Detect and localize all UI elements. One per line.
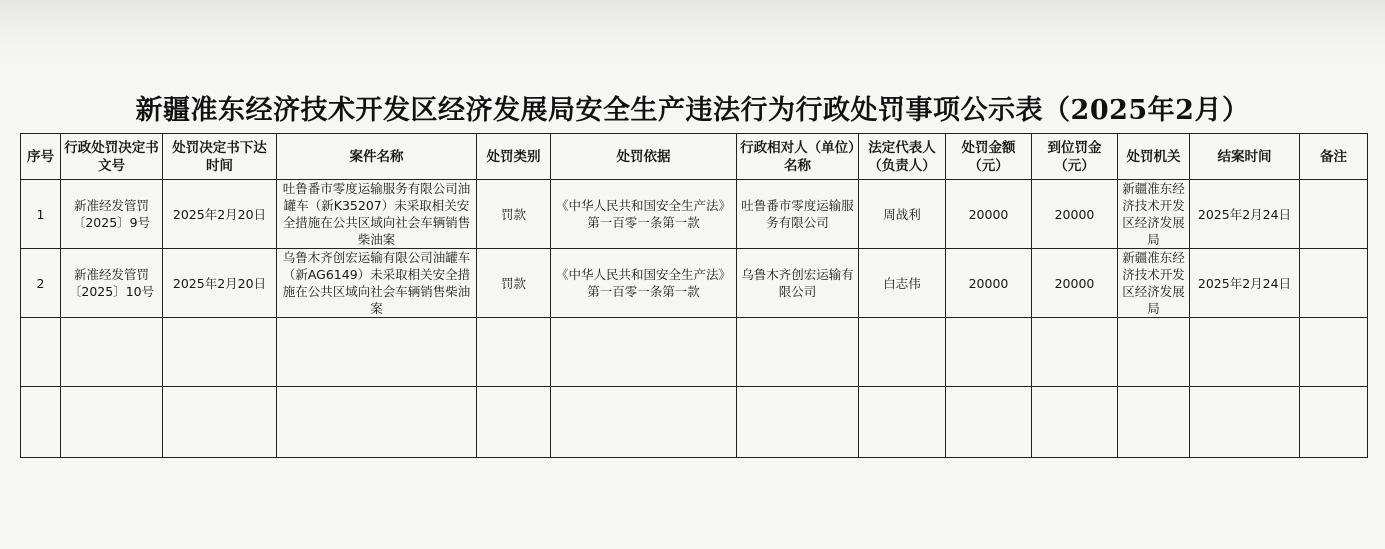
cell-paid: 20000: [1032, 180, 1118, 249]
header-authority: 处罚机关: [1118, 134, 1190, 180]
empty-cell: [163, 387, 277, 458]
cell-remarks: [1300, 180, 1368, 249]
empty-cell: [551, 318, 737, 387]
empty-cell: [21, 318, 61, 387]
empty-cell: [163, 318, 277, 387]
empty-cell: [946, 387, 1032, 458]
cell-paid: 20000: [1032, 249, 1118, 318]
empty-cell: [1190, 318, 1300, 387]
header-legal-rep: 法定代表人（负责人）: [859, 134, 946, 180]
cell-party: 吐鲁番市零度运输服务有限公司: [737, 180, 859, 249]
scan-shadow: [0, 0, 1385, 70]
empty-cell: [477, 318, 551, 387]
cell-penalty-type: 罚款: [477, 180, 551, 249]
empty-cell: [551, 387, 737, 458]
cell-basis: 《中华人民共和国安全生产法》第一百零一条第一款: [551, 180, 737, 249]
empty-table-row: [21, 318, 1368, 387]
header-party: 行政相对人（单位）名称: [737, 134, 859, 180]
cell-index: 2: [21, 249, 61, 318]
table-row: [21, 249, 1368, 318]
header-basis: 处罚依据: [551, 134, 737, 180]
header-close-date: 结案时间: [1190, 134, 1300, 180]
empty-cell: [477, 387, 551, 458]
header-paid: 到位罚金（元）: [1032, 134, 1118, 180]
header-issue-date: 处罚决定书下达时间: [163, 134, 277, 180]
cell-party: 乌鲁木齐创宏运输有限公司: [737, 249, 859, 318]
header-case-name: 案件名称: [277, 134, 477, 180]
cell-amount: 20000: [946, 180, 1032, 249]
cell-penalty-type: 罚款: [477, 249, 551, 318]
empty-cell: [1032, 318, 1118, 387]
header-amount: 处罚金额（元）: [946, 134, 1032, 180]
empty-cell: [1118, 318, 1190, 387]
empty-cell: [1190, 387, 1300, 458]
penalty-table: [20, 133, 1368, 458]
empty-cell: [737, 387, 859, 458]
empty-cell: [1032, 387, 1118, 458]
empty-cell: [277, 387, 477, 458]
cell-issue-date: 2025年2月20日: [163, 249, 277, 318]
cell-basis: 《中华人民共和国安全生产法》第一百零一条第一款: [551, 249, 737, 318]
cell-authority: 新疆准东经济技术开发区经济发展局: [1118, 249, 1190, 318]
cell-legal-rep: 周战利: [859, 180, 946, 249]
empty-cell: [1300, 387, 1368, 458]
cell-remarks: [1300, 249, 1368, 318]
empty-cell: [277, 318, 477, 387]
header-index: 序号: [21, 134, 61, 180]
header-doc-no: 行政处罚决定书文号: [61, 134, 163, 180]
empty-cell: [61, 387, 163, 458]
header-penalty-type: 处罚类别: [477, 134, 551, 180]
cell-close-date: 2025年2月24日: [1190, 249, 1300, 318]
cell-case-name: 吐鲁番市零度运输服务有限公司油罐车（新K35207）未采取相关安全措施在公共区域向社会车辆销售柴油案: [277, 180, 477, 249]
cell-amount: 20000: [946, 249, 1032, 318]
empty-table-row: [21, 387, 1368, 458]
empty-cell: [21, 387, 61, 458]
table-row: [21, 180, 1368, 249]
cell-index: 1: [21, 180, 61, 249]
cell-doc-no: 新准经发管罚〔2025〕9号: [61, 180, 163, 249]
document-title: 新疆准东经济技术开发区经济发展局安全生产违法行为行政处罚事项公示表（2025年2月）: [135, 95, 1250, 126]
cell-close-date: 2025年2月24日: [1190, 180, 1300, 249]
cell-doc-no: 新准经发管罚〔2025〕10号: [61, 249, 163, 318]
empty-cell: [1118, 387, 1190, 458]
header-remarks: 备注: [1300, 134, 1368, 180]
empty-cell: [737, 318, 859, 387]
empty-cell: [61, 318, 163, 387]
empty-cell: [859, 387, 946, 458]
empty-cell: [946, 318, 1032, 387]
empty-cell: [859, 318, 946, 387]
cell-authority: 新疆准东经济技术开发区经济发展局: [1118, 180, 1190, 249]
empty-cell: [1300, 318, 1368, 387]
cell-issue-date: 2025年2月20日: [163, 180, 277, 249]
header-row: [21, 134, 1368, 180]
cell-case-name: 乌鲁木齐创宏运输有限公司油罐车（新AG6149）未采取相关安全措施在公共区域向社会车辆销售柴油案: [277, 249, 477, 318]
cell-legal-rep: 白志伟: [859, 249, 946, 318]
